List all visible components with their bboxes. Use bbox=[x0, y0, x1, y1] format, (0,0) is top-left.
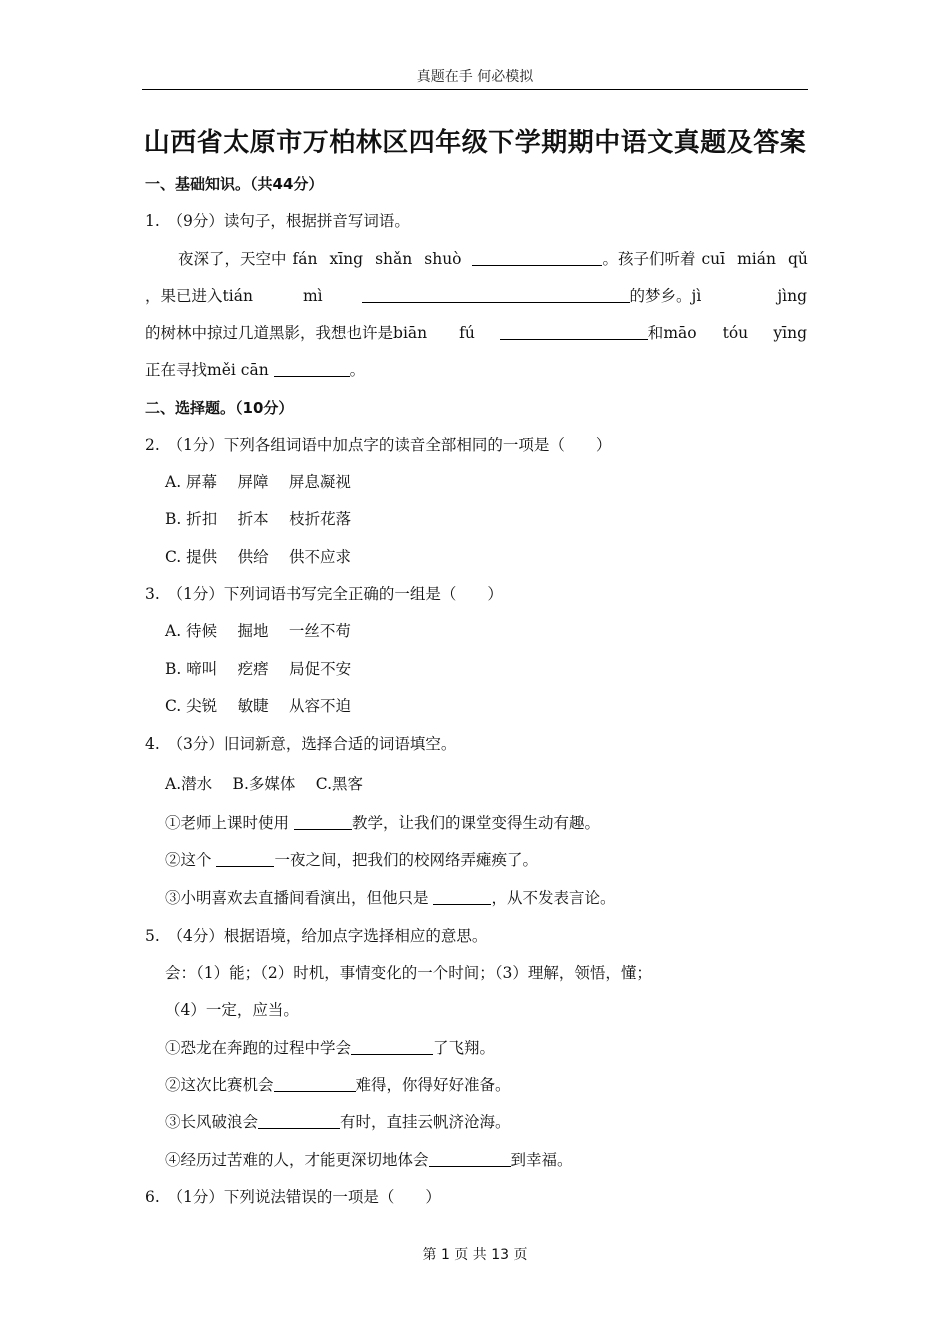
question-2-option-a[interactable]: A. 屏幕 屏障 屏息凝视 bbox=[165, 473, 351, 491]
text-run: 到幸福。 bbox=[510, 1151, 573, 1169]
question-5-sentence-3 bbox=[165, 1110, 807, 1134]
answer-blank[interactable] bbox=[294, 813, 352, 830]
text-run: ①恐龙在奔跑的过程中学会 bbox=[165, 1039, 352, 1057]
question-5-meanings-1: 会：（1）能；（2）时机，事情变化的一个时间；（3）理解，领悟，懂； bbox=[165, 964, 652, 982]
pinyin: měi cān bbox=[207, 361, 269, 379]
text-run: ①老师上课时使用 bbox=[165, 814, 294, 832]
question-1-line-2 bbox=[145, 284, 807, 308]
question-3-option-b[interactable]: B. 啼叫 疙瘩 局促不安 bbox=[165, 660, 352, 678]
text-segment bbox=[178, 247, 695, 271]
answer-blank[interactable] bbox=[351, 1038, 433, 1055]
question-2-option-b[interactable]: B. 折扣 折本 枝折花落 bbox=[165, 510, 352, 528]
text-run: 夜深了，天空中 bbox=[178, 250, 287, 268]
pinyin: shuò bbox=[424, 250, 462, 268]
question-5-sentence-4 bbox=[165, 1148, 807, 1172]
question-4-options: A.潜水 B.多媒体 C.黑客 bbox=[165, 775, 364, 793]
question-5-sentence-2 bbox=[165, 1073, 807, 1097]
pinyin: jì bbox=[691, 287, 702, 305]
question-1-stem: 1. （9分）读句子，根据拼音写词语。 bbox=[145, 212, 410, 230]
text-run: 的树林中掠过几道黑影，我想也许是 bbox=[145, 324, 394, 342]
question-4-stem: 4. （3分）旧词新意，选择合适的词语填空。 bbox=[145, 735, 457, 753]
section-heading-1: 一、基础知识。（共44分） bbox=[145, 175, 324, 193]
pinyin: qǔ bbox=[788, 250, 808, 268]
answer-blank[interactable] bbox=[216, 850, 274, 867]
text-run: ，果已进入 bbox=[145, 287, 223, 305]
text-run: 难得，你得好好准备。 bbox=[355, 1076, 511, 1094]
pinyin-group bbox=[695, 247, 807, 271]
text-run: ③小明喜欢去直播间看演出，但他只是 bbox=[165, 889, 434, 907]
pinyin: tián bbox=[222, 287, 253, 305]
text-run: ②这次比赛机会 bbox=[165, 1076, 274, 1094]
text-segment bbox=[145, 321, 748, 345]
question-5-meanings-2: （4）一定，应当。 bbox=[165, 1001, 299, 1019]
section-heading-2: 二、选择题。（10分） bbox=[145, 399, 294, 417]
text-run: 一夜之间，把我们的校网络弄瘫痪了。 bbox=[274, 851, 538, 869]
text-run: 的梦乡。 bbox=[629, 287, 692, 305]
question-2-option-c[interactable]: C. 提供 供给 供不应求 bbox=[165, 548, 352, 566]
question-4-sentence-1 bbox=[165, 811, 807, 835]
answer-blank[interactable] bbox=[472, 249, 602, 266]
text-run: ④经历过苦难的人，才能更深切地体会 bbox=[165, 1151, 429, 1169]
text-run: 教学，让我们的课堂变得生动有趣。 bbox=[351, 814, 600, 832]
text-run: ，从不发表言论。 bbox=[491, 889, 616, 907]
text-run: 。孩子们听着 bbox=[602, 250, 696, 268]
text-segment bbox=[145, 284, 701, 308]
text-run: 有时，直挂云帆济沧海。 bbox=[340, 1113, 511, 1131]
question-3-option-c[interactable]: C. 尖锐 敏睫 从容不迫 bbox=[165, 697, 352, 715]
pinyin: tóu bbox=[722, 324, 749, 342]
pinyin: cuī bbox=[701, 250, 726, 268]
pinyin: fán bbox=[292, 250, 318, 268]
text-run: 和 bbox=[647, 324, 664, 342]
pinyin: yīng bbox=[773, 324, 807, 342]
page-footer: 第 1 页 共 13 页 bbox=[422, 1247, 528, 1263]
text-run: 了飞翔。 bbox=[433, 1039, 496, 1057]
question-5-stem: 5. （4分）根据语境，给加点字选择相应的意思。 bbox=[145, 927, 488, 945]
answer-blank[interactable] bbox=[362, 286, 630, 303]
question-5-sentence-1 bbox=[165, 1036, 807, 1060]
question-4-sentence-3 bbox=[165, 886, 807, 910]
question-1-line-4 bbox=[145, 358, 807, 382]
question-2-stem: 2. （1分）下列各组词语中加点字的读音全部相同的一项是（ ） bbox=[145, 436, 612, 454]
answer-blank[interactable] bbox=[429, 1150, 511, 1167]
pinyin: shǎn bbox=[375, 250, 413, 268]
question-3-option-a[interactable]: A. 待候 掘地 一丝不苟 bbox=[165, 622, 351, 640]
pinyin: fú bbox=[459, 324, 475, 342]
answer-blank[interactable] bbox=[274, 1075, 356, 1092]
pinyin: mì bbox=[302, 287, 323, 305]
document-title: 山西省太原市万柏林区四年级下学期期中语文真题及答案 bbox=[143, 128, 807, 158]
text-run: ②这个 bbox=[165, 851, 217, 869]
pinyin: māo bbox=[663, 324, 697, 342]
question-1-line-1 bbox=[178, 247, 807, 271]
question-6-stem: 6. （1分）下列说法错误的一项是（ ） bbox=[145, 1188, 441, 1206]
question-3-stem: 3. （1分）下列词语书写完全正确的一组是（ ） bbox=[145, 585, 503, 603]
text-run: 。 bbox=[349, 361, 366, 379]
answer-blank[interactable] bbox=[500, 323, 648, 340]
page-header: 真题在手 何必模拟 bbox=[416, 69, 534, 85]
question-4-sentence-2 bbox=[165, 848, 807, 872]
answer-blank[interactable] bbox=[258, 1112, 340, 1129]
question-1-line-3 bbox=[145, 321, 807, 345]
pinyin: xīng bbox=[329, 250, 364, 268]
pinyin: mián bbox=[737, 250, 776, 268]
pinyin: jìng bbox=[777, 287, 807, 305]
header-divider bbox=[142, 89, 808, 90]
text-run: ③长风破浪会 bbox=[165, 1113, 259, 1131]
pinyin: biān bbox=[393, 324, 428, 342]
answer-blank[interactable] bbox=[274, 360, 350, 377]
text-run: 正在寻找 bbox=[145, 361, 208, 379]
answer-blank[interactable] bbox=[433, 888, 491, 905]
